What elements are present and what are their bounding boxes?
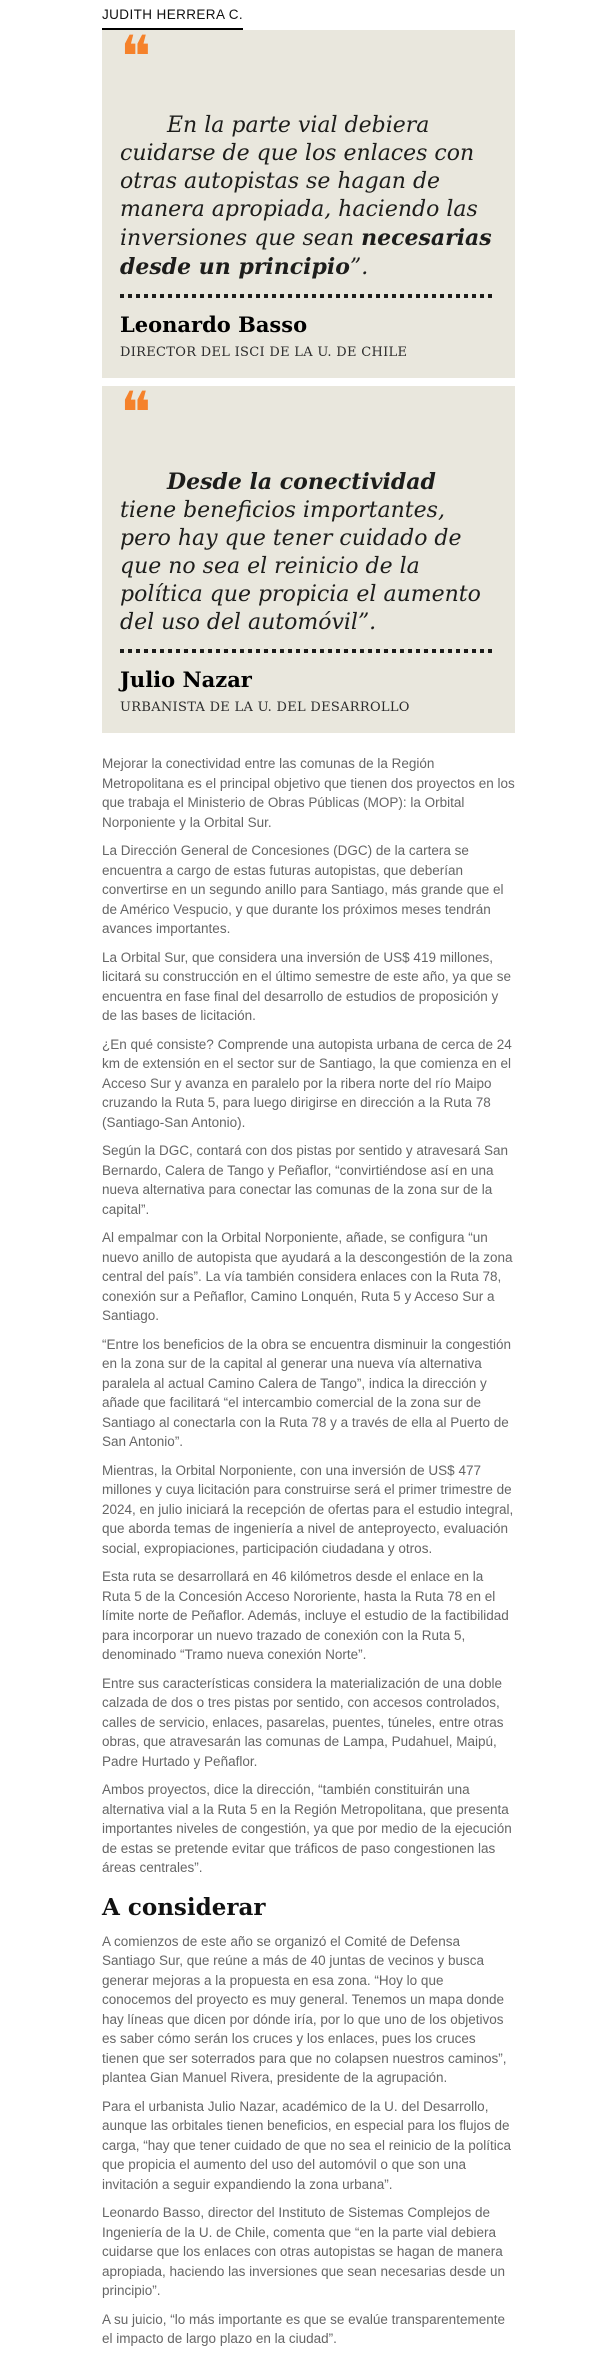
article-paragraph: A comienzos de este año se organizó el Comité de Defensa Santiago Sur, que reúne a más de 40 juntas de vecinos y busca generar mejoras a la propuesta en esa zona. “Hoy lo que conocemos del proyecto es muy general. Tenemos un mapa donde hay líneas que dicen por dónde iría, por lo que uno de los objetivos es saber cómo serán los cruces y los enlaces, pues los cruces tienen que ser soterrados para que no colapsen nuestros caminos”, plantea Gian Manuel Rivera, presidente de la agrupación.	[102, 1933, 507, 2085]
section-heading: A considerar	[102, 1893, 266, 1921]
article-paragraph: Al empalmar con la Orbital Norponiente, añade, se configura “un nuevo anillo de autopista que ayudará a la descongestión de la zona central del país”. La vía también considera enlaces con la Ruta 78, conexión sur a Peñaflor, Camino Lonquén, Ruta 5 y Acceso Sur a Santiago.	[102, 1230, 513, 1323]
pull-quote-card	[102, 23, 515, 378]
quote-text	[120, 468, 493, 637]
byline: JUDITH HERRERA C.	[102, 7, 243, 30]
quote-text-post: tiene beneficios importantes, pero hay que tener cuidado de que no sea el reinicio de la política que propicia el aumento del uso del automóvil”.	[120, 498, 481, 635]
dotted-separator	[120, 294, 493, 298]
article-column	[102, 0, 515, 2349]
quote-author: Leonardo Basso	[120, 312, 308, 337]
article-paragraph: Mejorar la conectividad entre las comunas de la Región Metropolitana es el principal objetivo que tienen dos proyectos en los que trabaja el Ministerio de Obras Públicas (MOP): la Orbital Norponiente y la Orbital Sur.	[102, 756, 515, 830]
quote-author-role: DIRECTOR DEL ISCI DE LA U. DE CHILE	[120, 345, 408, 360]
article-paragraph: ¿En qué consiste? Comprende una autopista urbana de cerca de 24 km de extensión en el sector sur de Santiago, la que comienza en el Acceso Sur y avanza en paralelo por la ribera norte del río Maipo cruzando la Ruta 5, para luego dirigirse en dirección a la Ruta 78 (Santiago-San Antonio).	[102, 1036, 512, 1130]
article-paragraph: Esta ruta se desarrollará en 46 kilómetros desde el enlace en la Ruta 5 de la Concesión Acceso Nororiente, hasta la Ruta 78 en el límite norte de Peñaflor. Además, incluye el estudio de la factibilidad para incorporar un nuevo trazado de conexión con la Ruta 5, denominado “Tramo nueva conexión Norte”.	[102, 1569, 509, 1662]
article-paragraph: Entre sus características considera la materialización de una doble calzada de dos o tres pistas por sentido, con accesos controlados, calles de servicio, enlaces, pasarelas, puentes, túneles, entre otras obras, que atravesarán las comunas de Lampa, Pudahuel, Maipú, Padre Hurtado y Peñaflor.	[102, 1675, 504, 1769]
quote-text-bold: Desde la conectividad	[167, 469, 436, 495]
quote-author: Julio Nazar	[120, 667, 252, 692]
article-paragraph: Según la DGC, contará con dos pistas por sentido y atravesará San Bernardo, Calera de Tango y Peñaflor, “convirtiéndose así en una nueva alternativa para conectar las comunas de la zona sur de la capital”.	[102, 1143, 508, 1217]
quote-text	[120, 112, 493, 282]
pull-quote-card	[102, 379, 515, 733]
article-paragraph: La Dirección General de Concesiones (DGC) de la cartera se encuentra a cargo de estas futuras autopistas, que deberían convertirse en un segundo anillo para Santiago, más grande que el de Américo Vespucio, y que durante los próximos meses tendrán avances importantes.	[102, 843, 504, 936]
article-paragraph: Leonardo Basso, director del Instituto de Sistemas Complejos de Ingeniería de la U. de Chile, comenta que “en la parte vial debiera cuidarse que los enlaces con otras autopistas se hagan de manera apropiada, haciendo las inversiones que sean necesarias desde un principio”.	[102, 2205, 506, 2298]
article-paragraph: A su juicio, “lo más importante es que se evalúe transparentemente el impacto de largo plazo en la ciudad”.	[102, 2311, 505, 2346]
article-paragraph: Para el urbanista Julio Nazar, académico de la U. del Desarrollo, aunque las orbitales tienen beneficios, en especial para los flujos de carga, “hay que tener cuidado de que no sea el reinicio de la política que propicia el aumento del uso del automóvil o que son una invitación a seguir expandiendo la zona urbana”.	[102, 2098, 512, 2192]
quote-text-bold: necesarias desde un principio	[120, 225, 492, 280]
article-paragraph: Ambos proyectos, dice la dirección, “también constituirán una alternativa vial a la Ruta 5 en la Región Metropolitana, que presenta importantes niveles de congestión, ya que por medio de la ejecución de estas se pretende evitar que tráficos de paso congestionen las áreas centrales”.	[102, 1782, 512, 1875]
open-quote-icon: ❝	[120, 23, 152, 91]
article-body	[102, 754, 515, 2349]
open-quote-icon: ❝	[120, 379, 152, 447]
article-paragraph: Mientras, la Orbital Norponiente, con una inversión de US$ 477 millones y cuya licitación para construirse será el primer trimestre de 2024, en julio iniciará la recepción de ofertas para el estudio integral, que aborda temas de ingeniería a nivel de anteproyecto, evaluación social, expropiaciones, participación ciudadana y otros.	[102, 1462, 514, 1556]
article-paragraph: “Entre los beneficios de la obra se encuentra disminuir la congestión en la zona sur de la capital al generar una nueva vía alternativa paralela al actual Camino Calera de Tango”, indica la dirección y añade que facilitará “el intercambio comercial de la zona sur de Santiago al conectarla con la Ruta 78 y a través de ella al Puerto de San Antonio”.	[102, 1336, 511, 1449]
quote-author-role: URBANISTA DE LA U. DEL DESARROLLO	[120, 700, 410, 715]
quote-text-pre: En la parte vial debiera cuidarse de que los enlaces con otras autopistas se hagan de manera apropiada, haciendo las inversiones que sean	[120, 113, 478, 251]
article-paragraph: La Orbital Sur, que considera una inversión de US$ 419 millones, licitará su construcción en el último semestre de este año, ya que se encuentra en fase final del desarrollo de estudios de proposición y de las bases de licitación.	[102, 949, 511, 1023]
dotted-separator	[120, 649, 493, 653]
quote-text-post: ”.	[349, 255, 369, 280]
